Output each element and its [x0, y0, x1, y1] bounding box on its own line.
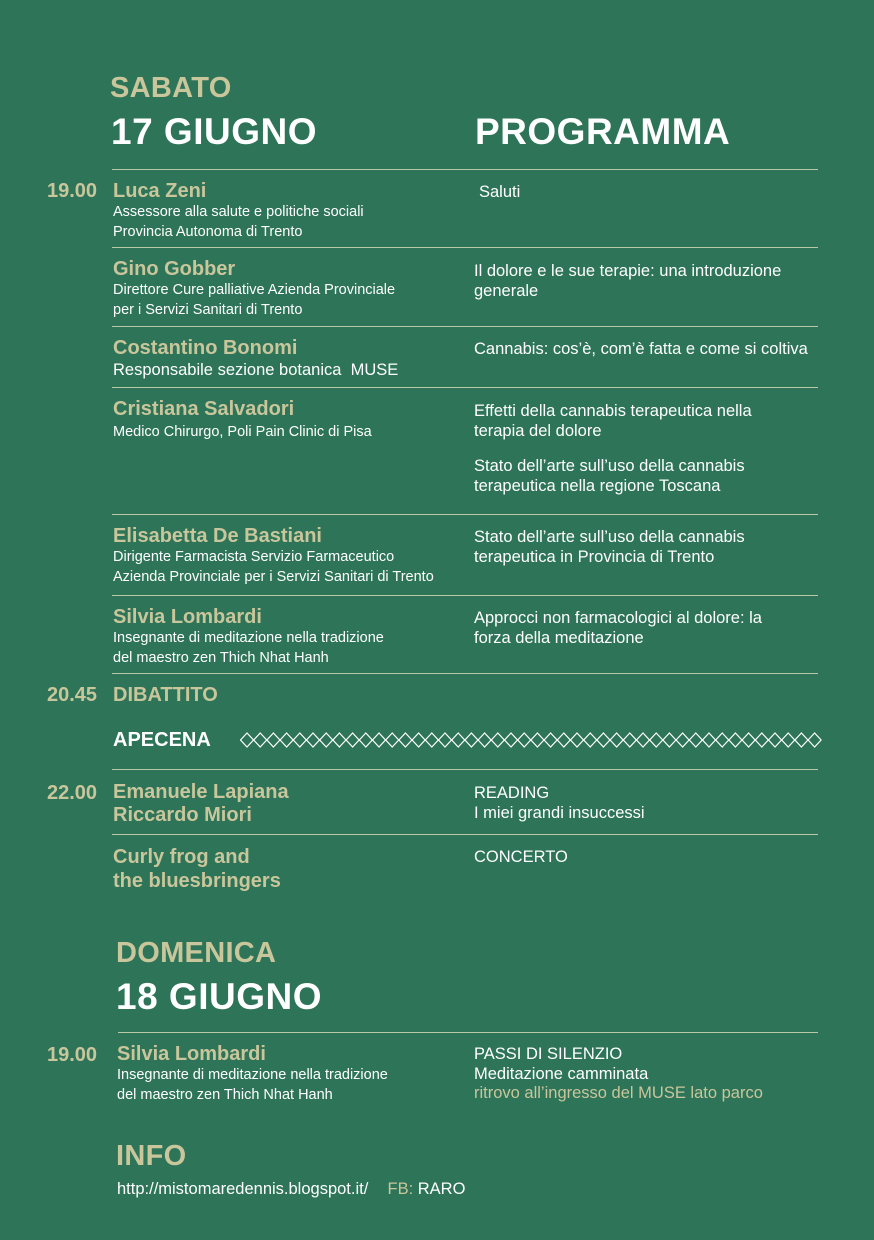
meeting-point-note: ritrovo all’ingresso del MUSE lato parco: [474, 1084, 763, 1102]
info-line: [117, 1180, 465, 1199]
speaker-role: Responsabile sezione botanica MUSE: [113, 361, 399, 379]
speaker-role: Dirigente Farmacista Servizio Farmaceutico Azienda Provinciale per i Servizi Sanitari di Trento: [113, 549, 434, 585]
speaker-name: Cristiana Salvadori: [113, 398, 295, 420]
diamond-shape: [703, 733, 716, 747]
diamond-shape: [584, 733, 597, 747]
date-label-sunday: 18 GIUGNO: [116, 976, 322, 1017]
diamond-shape: [742, 733, 755, 747]
diamond-shape: [689, 733, 702, 747]
talk-title: Approcci non farmacologici al dolore: la forza della meditazione: [474, 609, 762, 647]
time-label: 20.45: [47, 684, 98, 706]
diamond-shape: [557, 733, 570, 747]
diamond-shape: [293, 733, 306, 747]
divider: [112, 514, 818, 515]
divider: [118, 1032, 818, 1033]
speaker-role: Direttore Cure palliative Azienda Provinciale per i Servizi Sanitari di Trento: [113, 282, 396, 318]
talk-title: Cannabis: cos’è, com’è fatta e come si coltiva: [474, 340, 808, 358]
diamond-shape: [412, 733, 425, 747]
diamond-shape: [399, 733, 412, 747]
diamond-shape: [267, 733, 280, 747]
debate-label: DIBATTITO: [113, 684, 218, 706]
diamond-shape: [333, 733, 346, 747]
diamond-shape: [439, 733, 452, 747]
diamond-shape: [637, 733, 650, 747]
event-title: READING I miei grandi insuccessi: [474, 784, 645, 822]
diamond-shape: [623, 733, 636, 747]
diamond-shape: [571, 733, 584, 747]
diamond-shape: [610, 733, 623, 747]
diamond-shape: [650, 733, 663, 747]
facebook-value: RARO: [417, 1180, 466, 1198]
diamond-shape: [478, 733, 491, 747]
diamond-shape: [254, 733, 267, 747]
speaker-name: Silvia Lombardi: [117, 1043, 266, 1065]
talk-title-2: Stato dell’arte sull’uso della cannabis terapeutica nella regione Toscana: [474, 457, 745, 495]
diamond-shape: [491, 733, 504, 747]
time-label: 19.00: [47, 1044, 98, 1066]
diamond-shape: [531, 733, 544, 747]
talk-title: Il dolore e le sue terapie: una introduzione generale: [474, 262, 782, 300]
divider: [112, 326, 818, 327]
talk-title: Stato dell’arte sull’uso della cannabis terapeutica in Provincia di Trento: [474, 528, 745, 566]
day-label-saturday: SABATO: [110, 72, 232, 104]
divider: [112, 387, 818, 388]
performer-name: Curly frog and the bluesbringers: [113, 846, 281, 892]
day-label-sunday: DOMENICA: [116, 937, 277, 969]
talk-title: Saluti: [479, 183, 521, 201]
diamond-border: [240, 731, 822, 749]
facebook-label: FB:: [387, 1180, 414, 1198]
time-label: 19.00: [47, 180, 98, 202]
diamond-shape: [307, 733, 320, 747]
speaker-name: Costantino Bonomi: [113, 337, 298, 359]
diamond-shape: [808, 733, 821, 747]
info-title: INFO: [116, 1140, 187, 1172]
diamond-shape: [663, 733, 676, 747]
program-title: PROGRAMMA: [475, 111, 731, 152]
speaker-name: Silvia Lombardi: [113, 606, 262, 628]
speaker-role: Assessore alla salute e politiche sociali Provincia Autonoma di Trento: [113, 204, 364, 240]
diamond-shape: [597, 733, 610, 747]
speaker-role: Medico Chirurgo, Poli Pain Clinic di Pisa: [113, 424, 372, 440]
divider: [112, 595, 818, 596]
divider: [112, 834, 818, 835]
speaker-name: Gino Gobber: [113, 258, 236, 280]
speaker-role: Insegnante di meditazione nella tradizione del maestro zen Thich Nhat Hanh: [117, 1067, 388, 1103]
diamond-shape: [359, 733, 372, 747]
divider: [112, 169, 818, 170]
diamond-shape: [280, 733, 293, 747]
diamond-shape: [676, 733, 689, 747]
diamond-shape: [518, 733, 531, 747]
diamond-shape: [544, 733, 557, 747]
speaker-role: Insegnante di meditazione nella tradizione del maestro zen Thich Nhat Hanh: [113, 630, 384, 666]
diamond-shape: [346, 733, 359, 747]
apecena-label: APECENA: [113, 729, 211, 751]
time-label: 22.00: [47, 782, 98, 804]
diamond-shape: [465, 733, 478, 747]
divider: [112, 673, 818, 674]
divider: [112, 247, 818, 248]
diamond-shape: [755, 733, 768, 747]
blog-link[interactable]: http://mistomaredennis.blogspot.it/: [117, 1180, 369, 1198]
diamond-shape: [241, 733, 254, 747]
event-title: PASSI DI SILENZIO Meditazione camminata ritrovo all’ingresso del MUSE lato parco: [474, 1045, 763, 1102]
diamond-shape: [425, 733, 438, 747]
diamond-shape: [795, 733, 808, 747]
date-label-saturday: 17 GIUGNO: [111, 111, 317, 152]
divider: [112, 769, 818, 770]
diamond-shape: [505, 733, 518, 747]
diamond-shape: [320, 733, 333, 747]
diamond-shape: [716, 733, 729, 747]
talk-title: Effetti della cannabis terapeutica nella terapia del dolore: [474, 402, 752, 440]
diamond-shape: [782, 733, 795, 747]
speaker-name: Elisabetta De Bastiani: [113, 525, 322, 547]
diamond-shape: [373, 733, 386, 747]
diamond-shape: [769, 733, 782, 747]
diamond-shape: [729, 733, 742, 747]
speaker-name: Luca Zeni: [113, 180, 207, 202]
event-title: CONCERTO: [474, 848, 568, 866]
diamond-shape: [452, 733, 465, 747]
performer-name: Emanuele Lapiana Riccardo Miori: [113, 781, 289, 826]
diamond-shape: [386, 733, 399, 747]
